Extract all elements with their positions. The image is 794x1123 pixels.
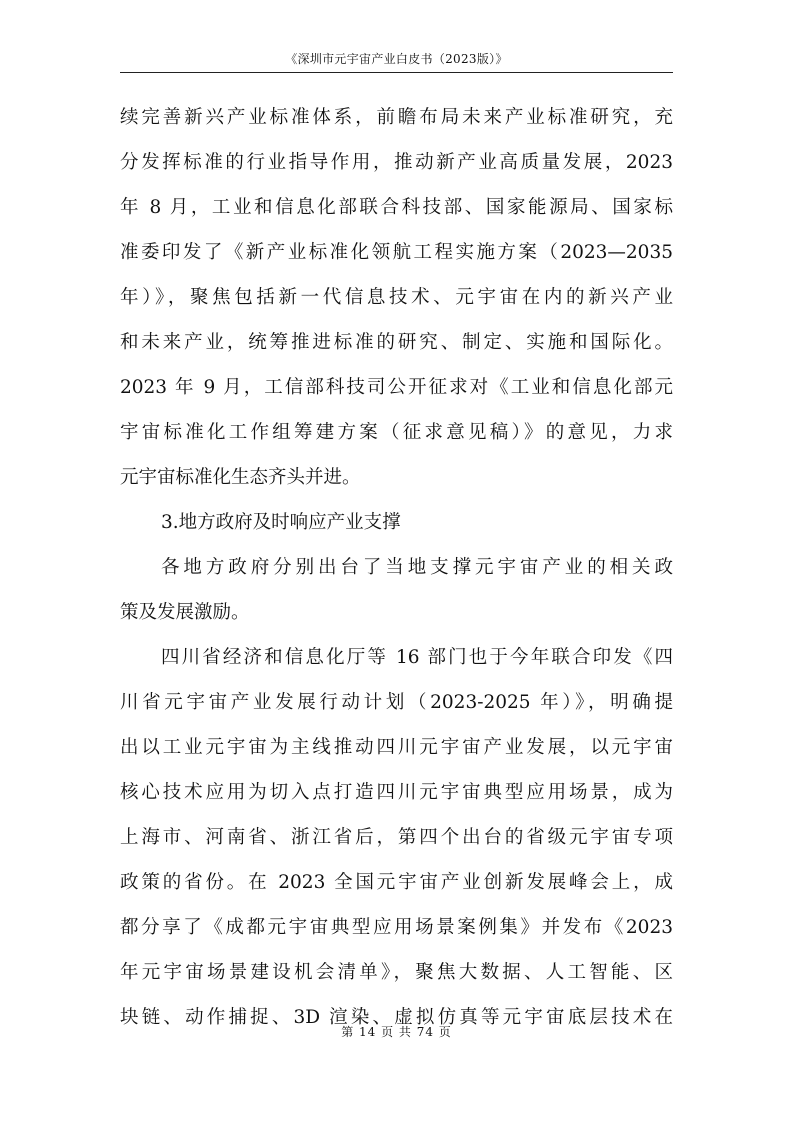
text-line: 续完善新兴产业标准体系，前瞻布局未来产业标准研究，充 (120, 107, 673, 128)
text-line: 策及发展激励。 (120, 602, 250, 623)
text-line: 上海市、河南省、浙江省后，第四个出台的省级元宇宙专项 (120, 827, 673, 848)
page-number: 第 14 页 共 74 页 (341, 1025, 452, 1039)
text-line: 年 8 月，工业和信息化部联合科技部、国家能源局、国家标 (120, 197, 673, 218)
text-line: 川省元宇宙产业发展行动计划（2023-2025 年）》，明确提 (120, 692, 673, 713)
paragraph-2 (120, 545, 673, 635)
text-line: 和未来产业，统筹推进标准的研究、制定、实施和国际化。 (120, 332, 673, 353)
section-heading: 3.地方政府及时响应产业支撑 (161, 512, 401, 533)
text-line: 出以工业元宇宙为主线推动四川元宇宙产业发展，以元宇宙 (120, 737, 673, 758)
paragraph-3 (120, 635, 673, 1040)
paragraph-1 (120, 95, 673, 500)
text-line: 核心技术应用为切入点打造四川元宇宙典型应用场景，成为 (120, 782, 673, 803)
page-body (120, 95, 673, 1040)
text-line: 年）》，聚焦包括新一代信息技术、元宇宙在内的新兴产业 (120, 287, 673, 308)
text-line: 准委印发了《新产业标准化领航工程实施方案（2023—2035 (120, 242, 673, 263)
header-rule (120, 72, 673, 73)
text-line: 分发挥标准的行业指导作用，推动新产业高质量发展，2023 (120, 152, 673, 173)
page-header: 《深圳市元宇宙产业白皮书（2023版）》 (285, 52, 508, 66)
text-line: 2023 年 9 月，工信部科技司公开征求对《工业和信息化部元 (120, 377, 673, 398)
text-line: 块链、动作捕捉、3D 渲染、虚拟仿真等元宇宙底层技术在 (120, 1007, 673, 1028)
text-line: 各地方政府分别出台了当地支撑元宇宙产业的相关政 (161, 557, 673, 578)
text-line: 宇宙标准化工作组筹建方案（征求意见稿）》的意见，力求 (120, 422, 673, 443)
text-line: 年元宇宙场景建设机会清单》，聚焦大数据、人工智能、区 (120, 962, 673, 983)
text-line: 四川省经济和信息化厅等 16 部门也于今年联合印发《四 (161, 647, 673, 668)
section-heading-3 (120, 500, 673, 545)
text-line: 都分享了《成都元宇宙典型应用场景案例集》并发布《2023 (120, 917, 673, 938)
text-line: 政策的省份。在 2023 全国元宇宙产业创新发展峰会上，成 (120, 872, 673, 893)
text-line: 元宇宙标准化生态齐头并进。 (120, 467, 361, 488)
